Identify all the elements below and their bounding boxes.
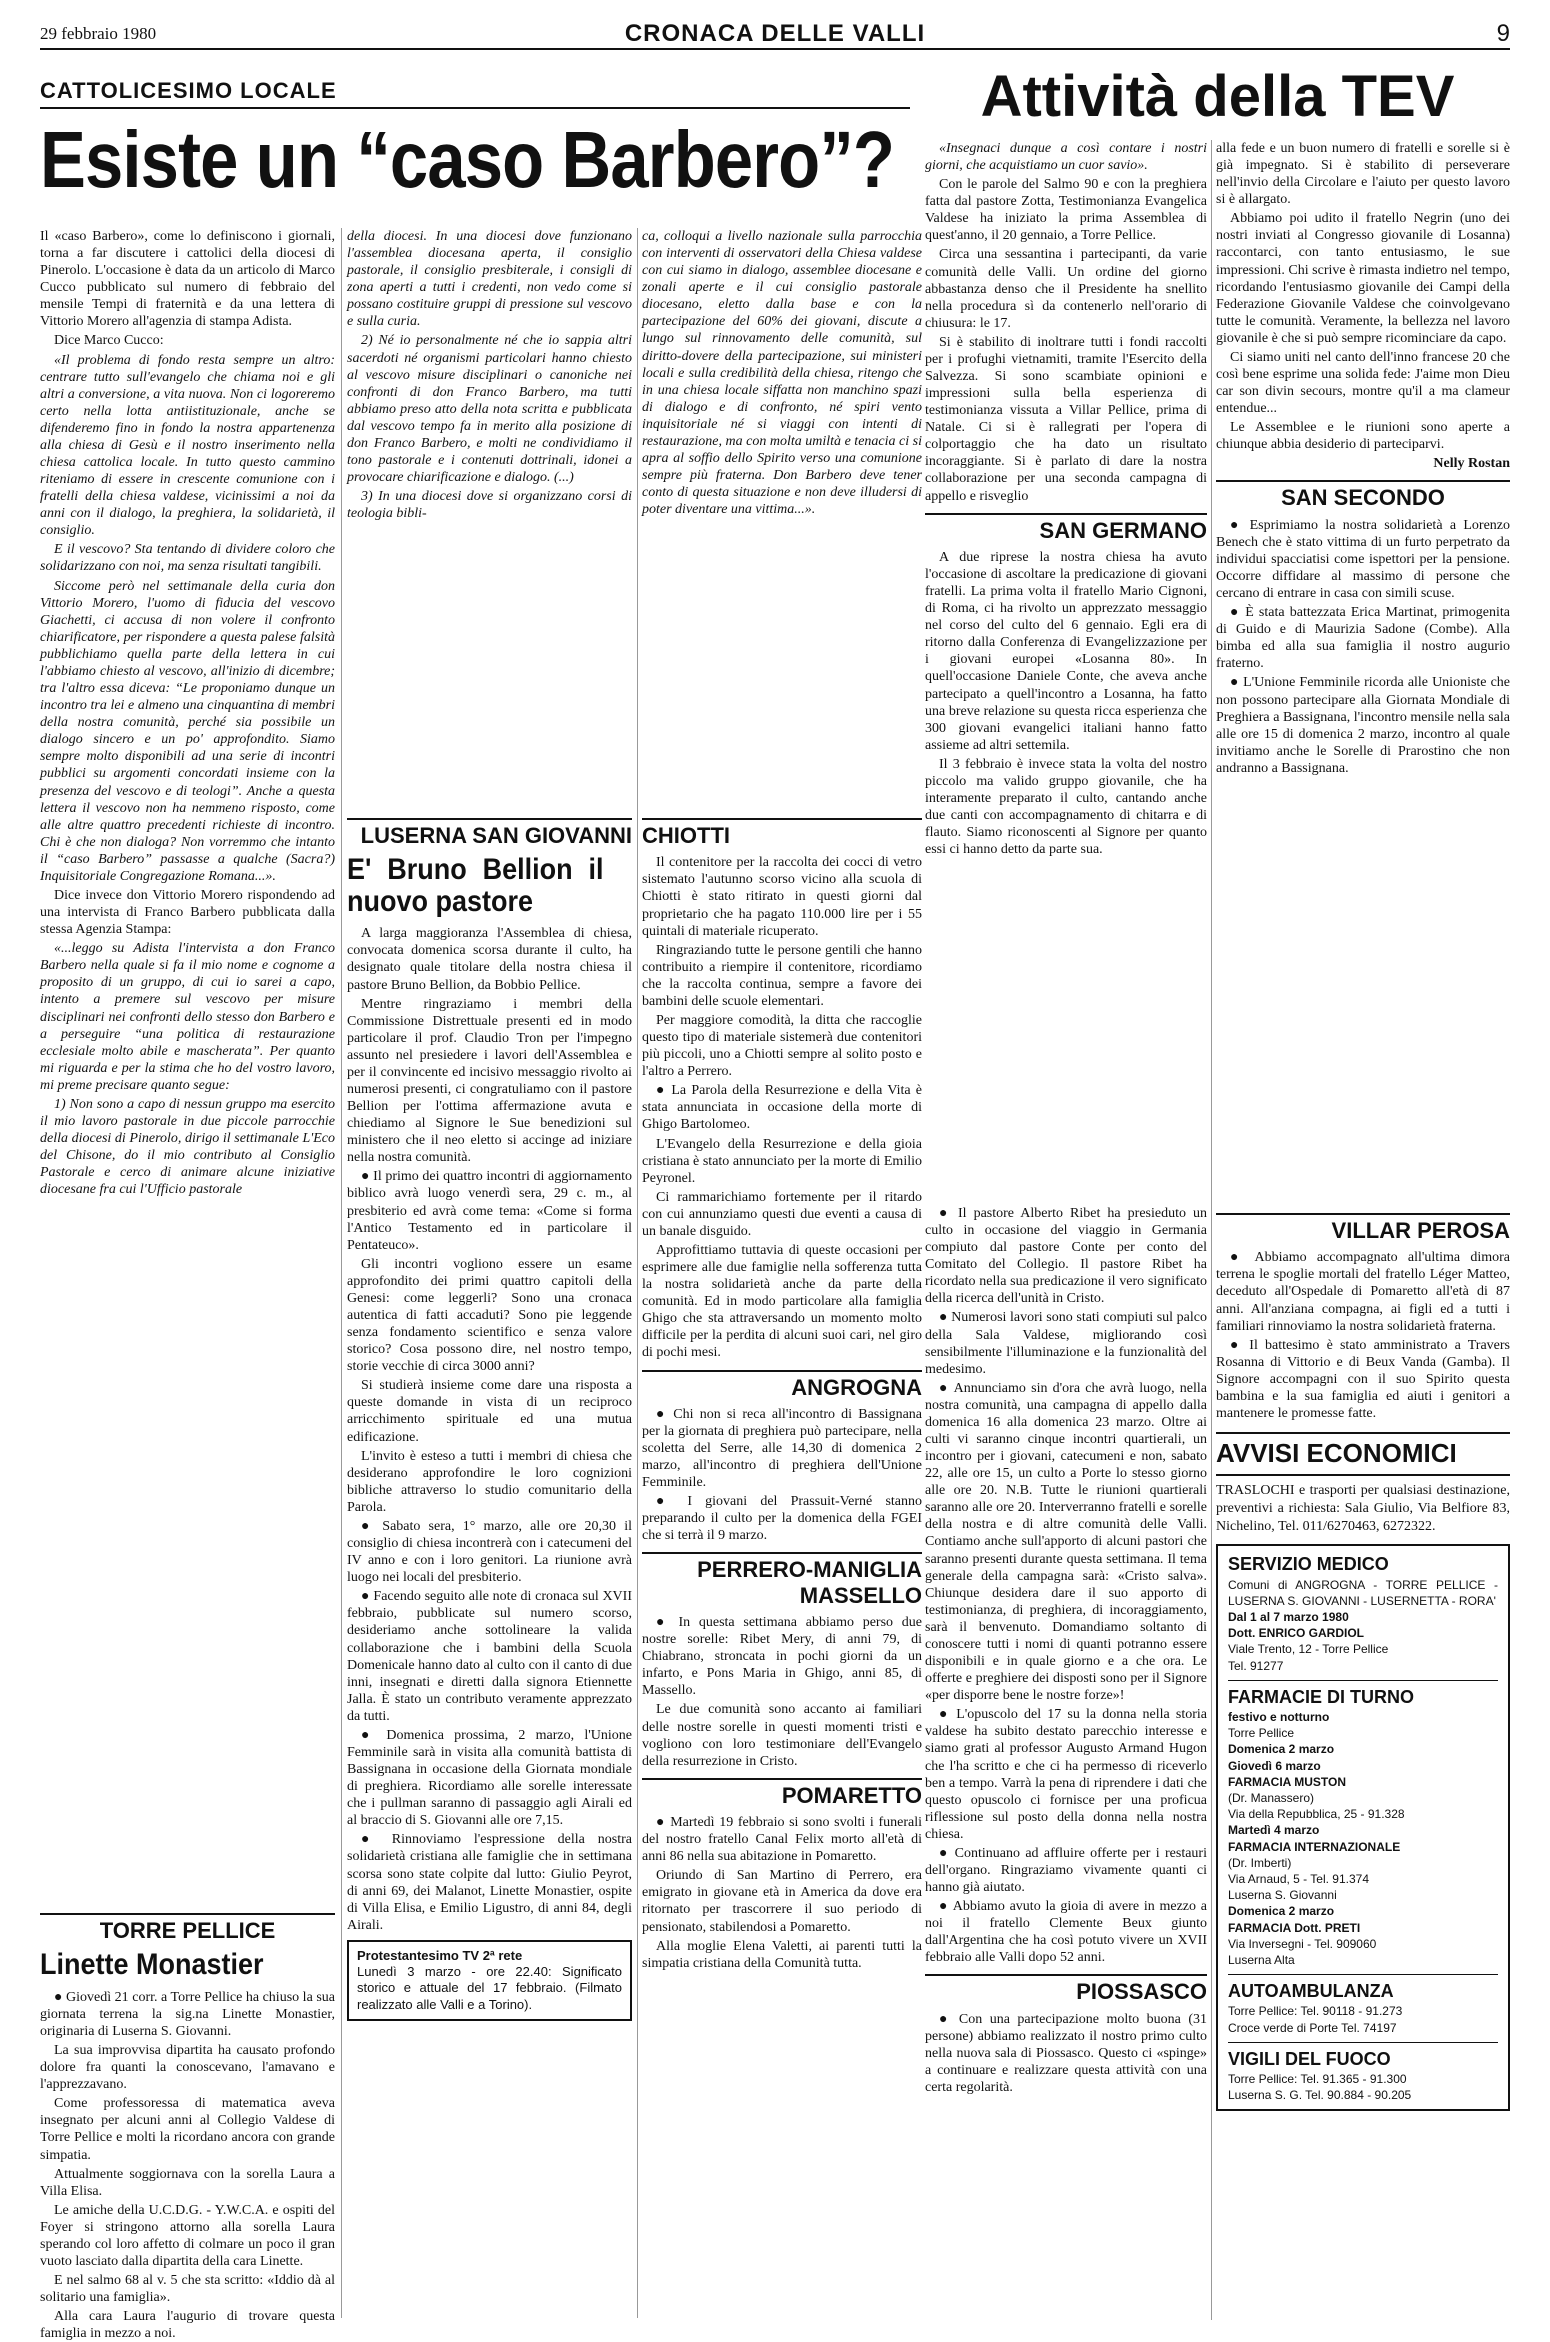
fire-brigade-line: Luserna S. G. Tel. 90.884 - 90.205 (1228, 2088, 1412, 2103)
medical-service-title: SERVIZIO MEDICO (1228, 1554, 1389, 1575)
villar-perosa-paragraph: ● Abbiamo accompagnato all'ultima dimora terrena le spoglie mortali del fratello Léger Matteo, deceduto all'Ospedale di Pomaretto all'età di 87 anni. All'anziana compagna, ai figli ed a tutti i familiari rinnoviamo la nostra solidarietà fraterna. (1216, 1250, 1510, 1334)
article-paragraph: Il «caso Barbero», come lo definiscono i giornali, torna a far discutere i cattolici della diocesi di Pinerolo. L'occasione è data da un articolo di Marco Cucco pubblicato sul numero di febbraio del mensile Tempi di fraternità e da una lettera di Vittorio Morero all'agenzia di stampa Adista. (40, 229, 335, 330)
pomaretto-paragraph: Oriundo di San Martino di Perrero, era emigrato in giovane età in America da dove era ritornato per trascorrere il suo periodo di pensionato, stabilendosi a Pomaretto. (642, 1868, 922, 1935)
torre-pellice-paragraph: Le amiche della U.C.D.G. - Y.W.C.A. e ospiti del Foyer si stringono attorno alla sorella Laura sperando col loro affetto di colmare un poco il gran vuoto lasciato dalla dipartita della cara Linette. (40, 2202, 335, 2269)
san-germano-paragraph: ● Numerosi lavori sono stati compiuti sul palco della Sala Valdese, migliorando così sensibilmente l'illuminazione e la funzionalità del medesimo. (925, 1310, 1207, 1377)
pomaretto-paragraph: ● Martedì 19 febbraio si sono svolti i funerali del nostro fratello Canal Felix morto all'età di anni 86 nella sua abitazione in Pomaretto. (642, 1815, 922, 1865)
pharmacy-line: (Dr. Imberti) (1228, 1855, 1292, 1870)
section-heading-pomaretto: POMARETTO (642, 1778, 922, 1808)
chiotti-paragraph: Il contenitore per la raccolta dei cocci di vetro sistemato l'autunno scorso vicino alla scuola di Chiotti è stato ritirato in questi giorni dal proprietario che ha pagato 110.000 lire per i 55 quintali di materiale ricuperato. (642, 855, 922, 939)
article-quote: 2) Né io personalmente né che io sappia altri sacerdoti né organismi particolari hanno chiesto al vescovo misure disciplinari o canoniche nei confronti di don Franco Barbero, ma tutti abbiamo preso atto della nota scritta e pubblicata dal vescovo tempo fa in merito alla posizione di don Franco Barbero, e molti ne condividiamo il tono pastorale e i contenuti dottrinali, idonei a provocare chiarificazione e dialogo. (...) (347, 333, 632, 486)
luserna-column (347, 810, 632, 2300)
tev-paragraph: Circa una sessantina i partecipanti, da varie comunità delle Valli. Un ordine del giorno abbastanza denso che il Presidente ha snellito nella procedura sì da contenerlo nell'orario di chiusura: le 17. (925, 247, 1207, 331)
tev-paragraph: Ci siamo uniti nel canto dell'inno francese 20 che così bene esprime una solida fede: J'aime mon Dieu car son divin secours, montre qu'il a ma clameur entendue... (1216, 349, 1510, 417)
tev-paragraph: «Insegnaci dunque a così contare i nostri giorni, che acquistiamo un cuor savio». (925, 141, 1207, 174)
pharmacy-line: Domenica 2 marzo (1228, 1904, 1335, 1919)
torre-pellice-paragraph: ● Giovedì 21 corr. a Torre Pellice ha chiuso la sua giornata terrena la sig.na Linette Monastier, originaria di Luserna S. Giovanni. (40, 1989, 335, 2039)
torre-pellice-paragraph: E nel salmo 68 al v. 5 che sta scritto: «Iddio dà al solitario una famiglia». (40, 2273, 335, 2306)
column-rule (341, 228, 342, 2318)
villar-perosa-paragraph: ● Il battesimo è stato amministrato a Travers Rosanna di Vittorio e di Beux Vanda (Gamba). Il Signore accompagni con il suo Spirito questa bambina e la sua famiglia ed aiuti i genitori a mantenere le promesse fatte. (1216, 1337, 1510, 1421)
fire-brigade-line: Torre Pellice: Tel. 91.365 - 91.300 (1228, 2072, 1407, 2087)
page-number: 9 (1496, 20, 1510, 47)
medical-service-line: Tel. 91277 (1228, 1658, 1284, 1673)
tev-paragraph: Le Assemblee e le riunioni sono aperte a chiunque abbia desiderio di parteciparvi. (1216, 420, 1510, 453)
perrero-paragraph: ● In questa settimana abbiamo perso due nostre sorelle: Ribet Mery, di anni 79, di Chiabrano, stroncata in pochi giorni da un infarto, e Pons Maria in Ghigo, anni 85, di Massello. (642, 1615, 922, 1699)
luserna-paragraph: ● Il primo dei quattro incontri di aggiornamento biblico avrà luogo venerdì sera, 29 c. m., al presbiterio ed avrà come tema: «Come si forma l'Antico Testamento ed in particolare il Pentateuco». (347, 1169, 632, 1253)
pharmacy-line: Luserna S. Giovanni (1228, 1888, 1337, 1903)
classified-ad-text: TRASLOCHI e trasporti per qualsiasi destinazione, preventivi a richiesta: Sala Giulio, Via Belfiore 83, Nichelino, Tel. 011/6270463, 6272322. (1216, 1482, 1510, 1535)
pharmacy-line: Via Inversegni - Tel. 909060 (1228, 1936, 1377, 1951)
valleys-column (642, 810, 922, 2300)
article-headline: Esiste un “caso Barbero”? (40, 115, 895, 204)
section-heading-luserna: LUSERNA SAN GIOVANNI (347, 818, 632, 848)
classified-ads-heading: AVVISI ECONOMICI (1216, 1432, 1510, 1476)
san-germano-paragraph: ● Abbiamo avuto la gioia di avere in mezzo a noi il fratello Clemente Beux giunto dall'Argentina che ha così potuto vivere un XVII febbraio alle Valli dopo 52 anni. (925, 1899, 1207, 1966)
tev-signature: Nelly Rostan (1433, 456, 1510, 472)
main-article-column-3 (642, 228, 922, 803)
torre-pellice-paragraph: La sua improvvisa dipartita ha causato profondo dolore fra quanti la conoscevano, l'amavano e l'apprezzavano. (40, 2043, 335, 2093)
angrogna-paragraph: ● Chi non si reca all'incontro di Bassignana per la giornata di preghiera può partecipare, nella scoletta del Serre, alle 14,30 di domenica 2 marzo, all'incontro di preghiera dell'Unione Femminile. (642, 1406, 922, 1491)
luserna-paragraph: ● Domenica prossima, 2 marzo, l'Unione Femminile sarà in visita alla comunità battista di Bassignana in occasione della Giornata mondiale di preghiera. Ricordiamo alle sorelle interessate che i pullman saranno di passaggio agli Airali ed al braccio di S. Giovanni alle ore 7,15. (347, 1727, 632, 1829)
san-germano-paragraph: ● Continuano ad affluire offerte per i restauri dell'organo. Ringraziamo vivamente quanti ci hanno già aiutato. (925, 1845, 1207, 1896)
medical-service-line: Comuni di ANGROGNA - TORRE PELLICE - LUSERNA S. GIOVANNI - LUSERNETTA - RORA' (1228, 1577, 1498, 1608)
pharmacy-line: FARMACIA Dott. PRETI (1228, 1920, 1361, 1935)
medical-service-line: Dott. ENRICO GARDIOL (1228, 1626, 1364, 1641)
article-quote: «...leggo su Adista l'intervista a don Franco Barbero nella quale si fa il mio nome e cognome a proposito di un gruppo, di cui io sarei a capo, intento a premere sul vescovo per misure disciplinari nei confronti dello stesso don Barbero e a perseguire “una politica di restaurazione ecclesiale molto abile e mascherata”. Per quanto mi riguarda e per la stima che ho del vostro lavoro, mi preme precisare quanto segue: (40, 941, 335, 1093)
luserna-paragraph: Gli incontri vogliono essere un esame approfondito dei primi quattro capitoli della Genesi: come leggerli? Sono una cronaca autentica di fatti accaduti? Sono pie leggende senza fondamento scientifico e senza valore storico? Cosa possono dire, nel nostro tempo, storie vecchie di circa 3000 anni? (347, 1256, 632, 1375)
section-heading-perrero: PERRERO-MANIGLIA MASSELLO (642, 1552, 922, 1608)
angrogna-paragraph: ● I giovani del Prassuit-Verné stanno preparando il culto per la domenica della FGEI che si terrà il 9 marzo. (642, 1494, 922, 1544)
tev-paragraph: Abbiamo poi udito il fratello Negrin (uno dei nostri inviati al Congresso giovanile di Losanna) raccontarci, con tanto entusiasmo, le sue impressioni. Chi scrive è rimasta indietro nel tempo, ricordando l'entusiasmo giovanile dei Campi della Federazione Giovanile Valdese che coinvolgevano tutte le comunità. Veramente, la bellezza nel lavoro giovanile è che si può sempre ricominciare da capo. (1216, 211, 1510, 346)
ambulance-line: Croce verde di Porte Tel. 74197 (1228, 2020, 1397, 2035)
pharmacy-line: Martedì 4 marzo (1228, 1823, 1320, 1838)
article-paragraph: Dice invece don Vittorio Morero rispondendo ad una intervista di Franco Barbero pubblicata dalla stessa Agenzia Stampa: (40, 887, 335, 938)
san-germano-paragraph: ● L'opuscolo del 17 su la donna nella storia valdese ha subito destato parecchio interesse e siamo grati al professor Augusto Armand Hugon che l'ha scritto e che ci ha permesso di riceverlo ben a tempo. Varrà la pena di riprendere i dati che questo opuscolo ci fornisce per una proficua riflessione sul posto della donna nella nostra chiesa. (925, 1707, 1207, 1842)
pharmacy-line: Torre Pellice (1228, 1726, 1295, 1741)
pharmacy-line: Via Arnaud, 5 - Tel. 91.374 (1228, 1871, 1369, 1886)
pharmacies-subtitle: festivo e notturno (1228, 1710, 1330, 1725)
chiotti-paragraph: Ringraziando tutte le persone gentili che hanno contribuito a riempire il contenitore, ricordiamo che la raccolta continua, sempre a favore dei bambini delle scuole elementari. (642, 942, 922, 1009)
chiotti-paragraph: ● La Parola della Resurrezione e della Vita è stata annunciata in occasione della morte di Ghigo Bartolomeo. (642, 1083, 922, 1133)
section-heading-san-secondo: SAN SECONDO (1216, 480, 1510, 510)
pharmacy-line: (Dr. Manassero) (1228, 1791, 1315, 1806)
newspaper-section-title: CRONACA DELLE VALLI (624, 20, 926, 47)
san-germano-paragraph: ● Annunciamo sin d'ora che avrà luogo, nella nostra comunità, una campagna di appello dalla domenica 16 alla domenica 23 marzo. Oltre ai culti vi saranno cinque incontri quartierali, un incontro per i giovani, catecumeni e non, sabato 22, alle ore 15, un culto a Porte lo stesso giorno alle ore 20. N.B. Tutte le riunioni quartierali saranno alle ore 20. Interverranno fratelli e sorelle della nostra e di altre comunità delle Valli. Contiamo anche sull'apporto di alcuni pastori che saranno presenti durante questa settimana. Il tema generale della campagna sarà: «Cristo salva». Chiunque desidera dare il suo apporto di testimonianza, di preghiera, di incoraggiamento, sarà il benvenuto. Domandiamo soltanto di conoscere tutti i nomi di quanti potranno essere disponibili e in quale giorno e a che ora. Le offerte e preghiere dei disposti sono per il Signore «per disporre bene le nostre forze»! (925, 1380, 1207, 1704)
pharmacies-title: FARMACIE DI TURNO (1228, 1680, 1498, 1709)
article-quote: della diocesi. In una diocesi dove funzionano l'assemblea diocesana aperta, il consiglio pastorale, il consiglio presbiterale, i consigli di zona aperti a tutti i credenti, non vedo come si possano costituire gruppi di pressione sul vescovo e sulla curia. (347, 229, 632, 330)
pharmacy-line: Luserna Alta (1228, 1952, 1295, 1967)
san-secondo-paragraph: ● Esprimiamo la nostra solidarietà a Lorenzo Benech che è stato vittima di un furto perpetrato da individui spacciatisi come ispettori per la pensione. Occorre diffidare al massimo di persone che cercano di entrare in casa con simili scuse. (1216, 517, 1510, 602)
article-quote: E il vescovo? Sta tentando di dividere coloro che solidarizzano con noi, ma senza risultati tangibili. (40, 542, 335, 575)
section-heading-chiotti: CHIOTTI (642, 818, 922, 848)
section-heading-villar-perosa: VILLAR PEROSA (1216, 1213, 1510, 1243)
article-quote: ca, colloqui a livello nazionale sulla parrocchia con interventi di osservatori della Chiesa valdese con cui siamo in dialogo, assemblee diocesane e zonali aperte e il cui consiglio pastorale diocesano, eletto dalla base e con la partecipazione del 60% dei giovani, discute a lungo sul rinnovamento delle comunità, sul diritto-dovere della partecipazione, sui ministeri locali e sulla credibilità della chiesa, ritengo che in una chiesa locale siffatta non manchino spazi di dialogo e di confronto, né spiri vento inquisitoriale né si viaggi con intenti di restaurazione, ma con molta umiltà e tenacia ci si apra al soffio dello Spirito verso una comunione sempre più fraterna. Don Barbero deve tener conto di questa situazione e non deve illudersi di poter diventare una vittima...». (642, 229, 922, 518)
luserna-paragraph: A larga maggioranza l'Assemblea di chiesa, convocata domenica scorsa durante il culto, ha designato quale titolare della nostra chiesa il pastore Bruno Bellion, da Bobbio Pellice. (347, 926, 632, 993)
luserna-paragraph: ● Rinnoviamo l'espressione della nostra solidarietà cristiana alle famiglie che in settimana scorsa sono state colpite dal lutto: Giulio Peyrot, di anni 69, dei Malanot, Linette Monastier, ospite di Villa Elisa, e Emilio Ligustro, di anni 84, degli Airali. (347, 1832, 632, 1933)
torre-pellice-subheading: Linette Monastier (40, 1948, 264, 1982)
perrero-paragraph: Le due comunità sono accanto ai familiari delle nostre sorelle in questi momenti tristi e vogliono con loro testimoniare dell'Evangelo della resurrezione in Cristo. (642, 1702, 922, 1769)
main-article-column-1 (40, 228, 335, 1898)
section-heading-torre-pellice: TORRE PELLICE (40, 1913, 335, 1943)
torre-pellice-paragraph: Alla cara Laura l'augurio di trovare questa famiglia in mezzo a noi. (40, 2309, 335, 2342)
medical-service-line: Dal 1 al 7 marzo 1980 (1228, 1610, 1349, 1625)
ambulance-title: AUTOAMBULANZA (1228, 1974, 1498, 2003)
torre-pellice-column (40, 1905, 335, 2342)
luserna-paragraph: L'invito è esteso a tutti i membri di chiesa che desiderano approfondire le loro cognizioni bibliche attraverso lo studio comunitario della Parola. (347, 1448, 632, 1515)
tev-paragraph: Si è stabilito di inoltrare tutti i fondi raccolti per i profughi vietnamiti, tramite l'Esercito della Salvezza. Si sono scambiate opinioni e impressioni sulla bella esperienza di testimonianza vissuta a Villar Pellice, prima di Natale. Ci si è rallegrati per l'opera di colportaggio che ha dato un risultato incoraggiante. Si è parlato di dare la nostra collaborazione per una seconda campagna di appello e risveglio (925, 334, 1207, 504)
san-germano-paragraph: Il 3 febbraio è invece stata la volta del nostro piccolo ma valido gruppo giovanile, che ha interamente preparato il culto, cantando anche due canti con accompagnamento di chitarra e di flauto. Siamo riconoscenti al Signore per quanto essi ci hanno detto da parte sua. (925, 756, 1207, 858)
section-heading-angrogna: ANGROGNA (642, 1370, 922, 1400)
san-secondo-paragraph: ● È stata battezzata Erica Martinat, primogenita di Guido e di Maurizia Sadone (Combe). Alla bimba ed alla sua famiglia il nostro augurio fraterno. (1216, 605, 1510, 672)
main-article-column-2 (347, 228, 632, 803)
issue-date: 29 febbraio 1980 (40, 24, 157, 43)
pharmacy-line: Giovedì 6 marzo (1228, 1758, 1321, 1773)
article-quote: 1) Non sono a capo di nessun gruppo ma esercito il mio lavoro pastorale in due piccole parrocchie della diocesi di Pinerolo, dirigo il settimanale L'Eco del Chisone, do il mio contributo al Consiglio Pastorale e cerco di animare alcune iniziative diocesane fra cui l'Ufficio pastorale (40, 1096, 335, 1198)
tev-paragraph: Con le parole del Salmo 90 e con la preghiera fatta dal pastore Zotta, Testimonianza Evangelica Valdese ha iniziato la prima Assemblea di quest'anno, il 20 gennaio, a Torre Pellice. (925, 177, 1207, 244)
piossasco-paragraph: ● Con una partecipazione molto buona (31 persone) abbiamo realizzato il nostro primo culto nella nuova sala di Piossasco. Questo ci «spinge» a continuare e realizzare questa attività con una certa regolarità. (925, 2011, 1207, 2096)
pharmacy-line: Via della Repubblica, 25 - 91.328 (1228, 1807, 1405, 1822)
tev-headline: Attività della TEV (980, 64, 1455, 129)
column-rule (1211, 140, 1212, 2320)
chiotti-paragraph: Ci rammarichiamo fortemente per il ritardo con cui annunziamo questi due eventi a causa di un banale disguido. (642, 1189, 922, 1239)
article-quote: «Il problema di fondo resta sempre un altro: centrare tutto sull'evangelo che chiama noi e gli altri a conversione, a vita nuova. Non ci logoreremo certo nella lotta antiistituzionale, anche se difenderemo fino in fondo la nostra appartenenza alla chiesa di Gesù e il nostro inserimento nella chiesa cattolica locale. In tutto questo cammino riteniamo di essere in crescente comunione con i fratelli della chiesa valdese, vicinissimi a noi da anni con il dialogo, la preghiera, la solidarietà, il consiglio. (40, 352, 335, 539)
san-germano-paragraph: A due riprese la nostra chiesa ha avuto l'occasione di ascoltare la predicazione di giovani fratelli. La prima volta il fratello Mario Cignoni, di Roma, ci ha rivolto un apprezzato messaggio nel corso del culto del 6 gennaio. Egli era di ritorno dalla Conferenza di Evangelizzazione per i giovani europei «Losanna 80». In quell'occasione Daniele Conte, che aveva anche partecipato a quell'incontro a Losanna, ha fatto una breve relazione su questa ricca esperienza che 300 giovani evangelici italiani hanno fatto assieme ad altri settemila. (925, 549, 1207, 753)
chiotti-paragraph: Per maggiore comodità, la ditta che raccoglie questo tipo di materiale sistemerà due contenitori più piccoli, uno a Chiotti sempre al solito posto e l'altro a Perrero. (642, 1013, 922, 1080)
tev-paragraph: alla fede e un buon numero di fratelli e sorelle si è già impegnato. Si è stabilito di perseverare nell'invio della Circolare e l'aiuto per questo lavoro si è allargato. (1216, 141, 1510, 208)
chiotti-paragraph: Approfittiamo tuttavia di queste occasioni per esprimere alle due famiglie nella sofferenza tutta la nostra solidarietà anche da parte della comunità. Ed in modo particolare alla famiglia Ghigo che sta attraversando un momento molto difficile per la perdita di alcuni suoi cari, nel giro di pochi mesi. (642, 1243, 922, 1361)
tev-column-1 (925, 140, 1207, 1200)
section-heading-piossasco: PIOSSASCO (925, 1974, 1207, 2004)
tv-notice-title: Protestantesimo TV 2ª rete (357, 1947, 523, 1963)
tv-notice-box (347, 1940, 632, 2021)
luserna-paragraph: Si studierà insieme come dare una risposta a queste domande in vista di un reciproco arricchimento spirituale ed una mutua edificazione. (347, 1378, 632, 1445)
fire-brigade-title: VIGILI DEL FUOCO (1228, 2042, 1498, 2071)
article-quote: Siccome però nel settimanale della curia don Vittorio Morero, l'uomo di fiducia del vescovo Giachetti, ci accusa di non volere il confronto chiarificatore, per rispondere a questa palese falsità pubblichiamo quella parte della lettera in cui l'abbiamo chiesto al vescovo, all'inizio di dicembre; tra l'altro essa diceva: “Le proponiamo dunque un incontro tra lei e almeno una cinquantina di membri della nostra comunità, perché sia possibile un dialogo sincero e un po' approfondito. Siamo sempre molto disponibili ad una serie di incontri pubblici su argomenti concordati insieme con la presenza del vescovo e di teologi”. Anche a questa lettera il vescovo non ha nemmeno risposto, come alle altre quattro precedenti richieste di incontro. Chi è che non dialoga? Non vorremmo che intanto il “caso Barbero” passasse a qualche (Sacra?) Inquisitoriale Congregazione Romana...». (40, 578, 335, 884)
column-rule (637, 228, 638, 2318)
tev-column-2 (1216, 140, 1510, 1200)
pharmacy-line: FARMACIA MUSTON (1228, 1774, 1346, 1789)
ambulance-line: Torre Pellice: Tel. 90118 - 91.273 (1228, 2004, 1403, 2019)
luserna-subheading: E' Bruno Bellion il nuovo pastore (347, 853, 604, 918)
section-heading-san-germano: SAN GERMANO (925, 513, 1207, 543)
masthead (40, 18, 1510, 50)
pomaretto-paragraph: Alla moglie Elena Valetti, ai parenti tutti la simpatia cristiana della Comunità tutta. (642, 1938, 922, 1971)
torre-pellice-paragraph: Come professoressa di matematica aveva insegnato per alcuni anni al Collegio Valdese di Torre Pellice e molti la ricordano ancora con grande simpatia. (40, 2096, 335, 2163)
pharmacy-line: Domenica 2 marzo (1228, 1742, 1335, 1757)
san-secondo-paragraph: ● L'Unione Femminile ricorda alle Unioniste che non possono partecipare alla Giornata Mondiale di Preghiera a Bassignana, l'incontro mensile nella sala alle ore 15 di domenica 2 marzo, incontro al quale invitiamo anche le Sorelle di Prarostino che non andranno a Bassignana. (1216, 675, 1510, 776)
pharmacy-line: FARMACIA INTERNAZIONALE (1228, 1839, 1401, 1854)
luserna-paragraph: ● Facendo seguito alle note di cronaca sul XVII febbraio, pubblicate sul numero scorso, desideriamo anche sottolineare la valida collaborazione che i bambini della Scuola Domenicale hanno dato al culto con il canto di due inni, insegnati e diretti dalla signora Etiennette Jalla. È stato un contributo veramente apprezzato da tutti. (347, 1589, 632, 1724)
luserna-paragraph: ● Sabato sera, 1° marzo, alle ore 20,30 il consiglio di chiesa incontrerà con i catecumeni del IV anno e con i loro genitori. La riunione avrà luogo nei locali del presbiterio. (347, 1518, 632, 1586)
article-kicker: CATTOLICESIMO LOCALE (40, 78, 910, 109)
san-germano-column (925, 1205, 1207, 2325)
medical-service-line: Viale Trento, 12 - Torre Pellice (1228, 1642, 1389, 1657)
torre-pellice-paragraph: Attualmente soggiornava con la sorella Laura a Villa Elisa. (40, 2166, 335, 2199)
luserna-paragraph: Mentre ringraziamo i membri della Commissione Distrettuale presenti ed in modo particolare il prof. Claudio Tron per l'impegno assunto nel presiedere i lavori dell'Assemblea e per il convincente ed incisivo messaggio rivolto ai numerosi presenti, ci congratuliamo con il pastore Bellion per l'ottima affermazione avuta e chiediamo al Signore le Sue benedizioni sul ministero che il neo eletto si accinge ad iniziare nella nostra comunità. (347, 996, 632, 1166)
chiotti-paragraph: L'Evangelo della Resurrezione e della gioia cristiana è stato annunciato per la morte di Emilio Peyronel. (642, 1136, 922, 1186)
services-column (1216, 1205, 1510, 2325)
tv-notice-text: Lunedì 3 marzo - ore 22.40: Significato storico e attuale del 17 febbraio. (Filmato realizzato alle Valli e a Torino). (357, 1964, 622, 2012)
article-quote: 3) In una diocesi dove si organizzano corsi di teologia bibli- (347, 489, 632, 522)
services-box (1216, 1544, 1510, 2111)
article-paragraph: Dice Marco Cucco: (54, 333, 164, 349)
san-germano-paragraph: ● Il pastore Alberto Ribet ha presieduto un culto in occasione del viaggio in Germania compiuto dal pastore Conte per conto del Comitato del Collegio. Il pastore Ribet ha ricordato nella sua predicazione il vero significato della ricerca dell'unità in Cristo. (925, 1206, 1207, 1307)
